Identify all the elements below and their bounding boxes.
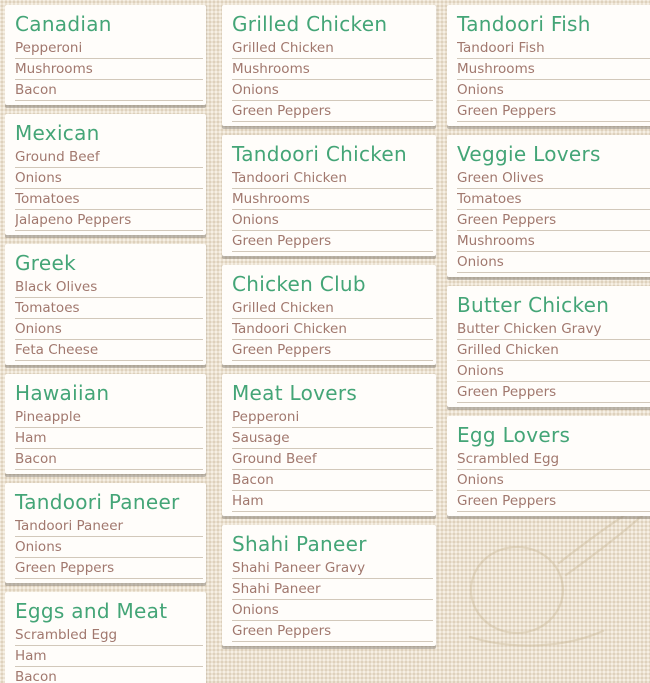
ingredient-row: Tomatoes: [15, 189, 203, 210]
ingredient-row: Green Peppers: [232, 231, 433, 252]
ingredient-list: [5, 407, 206, 470]
ingredient-list: [447, 319, 650, 403]
ingredient-row: Sausage: [232, 428, 433, 449]
ingredient-row: Black Olives: [15, 277, 203, 298]
menu-column-2: [222, 5, 436, 655]
ingredient-row: Ground Beef: [15, 147, 203, 168]
menu-card-tandoori-paneer: [5, 483, 206, 583]
ingredient-row: Green Peppers: [232, 340, 433, 361]
ingredient-row: Jalapeno Peppers: [15, 210, 203, 231]
ingredient-row: Tandoori Chicken: [232, 168, 433, 189]
ingredient-row: Tandoori Paneer: [15, 516, 203, 537]
ingredient-row: Pineapple: [15, 407, 203, 428]
ingredient-row: Green Peppers: [232, 101, 433, 122]
ingredient-row: Ham: [15, 646, 203, 667]
menu-card-egg-lovers: [447, 416, 650, 516]
card-title: Shahi Paneer: [232, 532, 367, 556]
card-title: Meat Lovers: [232, 381, 358, 405]
ingredient-row: Onions: [15, 168, 203, 189]
ingredient-row: Feta Cheese: [15, 340, 203, 361]
card-title: Chicken Club: [232, 272, 366, 296]
ingredient-list: [5, 516, 206, 579]
card-title: Eggs and Meat: [15, 599, 168, 623]
card-title: Butter Chicken: [457, 293, 610, 317]
ingredient-row: Grilled Chicken: [232, 298, 433, 319]
ingredient-row: Green Peppers: [232, 621, 433, 642]
card-title: Tandoori Paneer: [15, 490, 180, 514]
menu-card-shahi-paneer: [222, 525, 436, 646]
ingredient-list: [5, 625, 206, 683]
menu-column-1: [5, 5, 206, 683]
menu-card-tandoori-chicken: [222, 135, 436, 256]
ingredient-list: [222, 298, 436, 361]
ingredient-row: Mushrooms: [15, 59, 203, 80]
ingredient-row: Ham: [232, 491, 433, 512]
card-title: Canadian: [15, 12, 112, 36]
ingredient-row: Shahi Paneer: [232, 579, 433, 600]
ingredient-row: Tomatoes: [457, 189, 650, 210]
ingredient-row: Scrambled Egg: [15, 625, 203, 646]
card-title: Tandoori Chicken: [232, 142, 407, 166]
ingredient-row: Bacon: [232, 470, 433, 491]
card-title: Greek: [15, 251, 76, 275]
ingredient-list: [5, 38, 206, 101]
menu-card-tandoori-fish: [447, 5, 650, 126]
ingredient-row: Green Peppers: [457, 210, 650, 231]
menu-card-mexican: [5, 114, 206, 235]
ingredient-list: [222, 558, 436, 642]
menu-card-hawaiian: [5, 374, 206, 474]
ingredient-row: Mushrooms: [232, 189, 433, 210]
card-title: Veggie Lovers: [457, 142, 601, 166]
card-title: Tandoori Fish: [457, 12, 591, 36]
ingredient-row: Pepperoni: [15, 38, 203, 59]
ingredient-row: Tandoori Chicken: [232, 319, 433, 340]
ingredient-row: Shahi Paneer Gravy: [232, 558, 433, 579]
ingredient-row: Ham: [15, 428, 203, 449]
ingredient-row: Onions: [457, 361, 650, 382]
ingredient-list: [5, 277, 206, 361]
ingredient-list: [447, 449, 650, 512]
ingredient-row: Mushrooms: [457, 231, 650, 252]
ingredient-row: Butter Chicken Gravy: [457, 319, 650, 340]
ingredient-row: Scrambled Egg: [457, 449, 650, 470]
menu-card-meat-lovers: [222, 374, 436, 516]
ingredient-list: [222, 38, 436, 122]
ingredient-row: Bacon: [15, 80, 203, 101]
ingredient-row: Onions: [15, 319, 203, 340]
ingredient-row: Ground Beef: [232, 449, 433, 470]
ingredient-list: [222, 407, 436, 512]
ingredient-row: Bacon: [15, 667, 203, 683]
menu-card-veggie-lovers: [447, 135, 650, 277]
ingredient-row: Green Peppers: [457, 101, 650, 122]
menu-card-grilled-chicken: [222, 5, 436, 126]
ingredient-list: [447, 168, 650, 273]
ingredient-row: Bacon: [15, 449, 203, 470]
ingredient-row: Onions: [457, 80, 650, 101]
menu-card-butter-chicken: [447, 286, 650, 407]
card-title: Hawaiian: [15, 381, 110, 405]
ingredient-row: Mushrooms: [457, 59, 650, 80]
ingredient-list: [222, 168, 436, 252]
menu-card-greek: [5, 244, 206, 365]
ingredient-row: Onions: [232, 80, 433, 101]
ingredient-list: [447, 38, 650, 122]
ingredient-row: Onions: [15, 537, 203, 558]
ingredient-row: Grilled Chicken: [457, 340, 650, 361]
ingredient-list: [5, 147, 206, 231]
ingredient-row: Onions: [457, 470, 650, 491]
ingredient-row: Pepperoni: [232, 407, 433, 428]
menu-card-chicken-club: [222, 265, 436, 365]
ingredient-row: Tandoori Fish: [457, 38, 650, 59]
ingredient-row: Onions: [232, 600, 433, 621]
ingredient-row: Green Peppers: [15, 558, 203, 579]
card-title: Grilled Chicken: [232, 12, 388, 36]
menu-column-3: [447, 5, 650, 525]
ingredient-row: Grilled Chicken: [232, 38, 433, 59]
ingredient-row: Green Olives: [457, 168, 650, 189]
card-title: Mexican: [15, 121, 100, 145]
ingredient-row: Tomatoes: [15, 298, 203, 319]
menu-card-canadian: [5, 5, 206, 105]
menu-card-eggs-and-meat: [5, 592, 206, 683]
ingredient-row: Onions: [457, 252, 650, 273]
ingredient-row: Mushrooms: [232, 59, 433, 80]
ingredient-row: Green Peppers: [457, 491, 650, 512]
card-title: Egg Lovers: [457, 423, 571, 447]
ingredient-row: Green Peppers: [457, 382, 650, 403]
ingredient-row: Onions: [232, 210, 433, 231]
